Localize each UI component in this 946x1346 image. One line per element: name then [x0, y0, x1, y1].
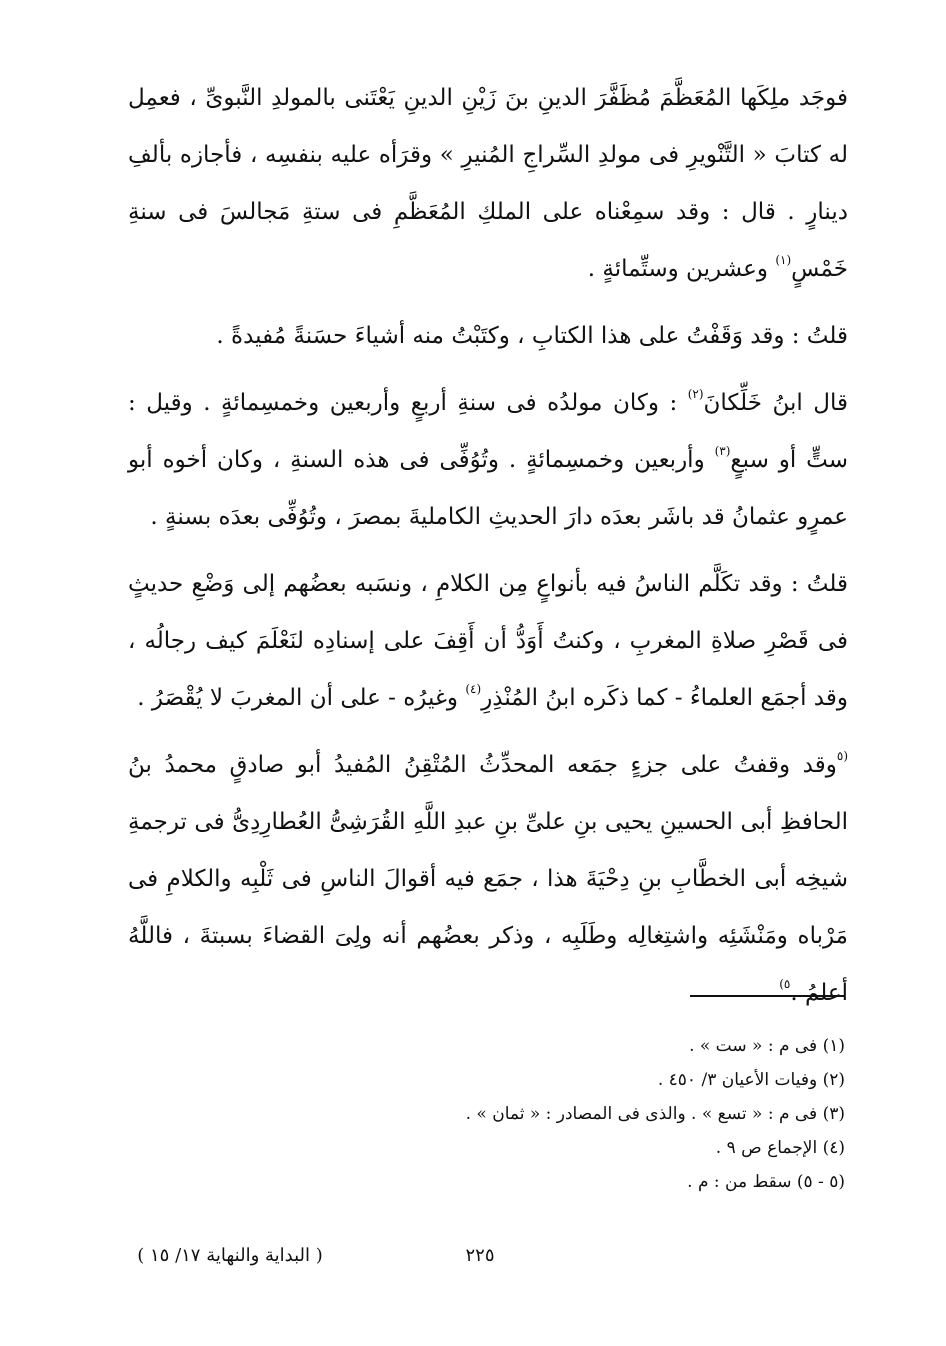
text-run: قال ابنُ خَلِّكانَ	[703, 390, 848, 416]
footnote-divider	[690, 995, 845, 997]
footnote-5: (٥ - ٥) سقط من : م .	[687, 1172, 845, 1192]
footnotes	[300, 1029, 845, 1199]
footnote-marker-3[interactable]: (٣)	[714, 444, 731, 458]
footnote-marker-2[interactable]: (٢)	[687, 387, 704, 401]
running-title: ( البداية والنهاية ١٧/ ١٥ )	[137, 1245, 323, 1266]
paragraph-4	[128, 556, 848, 727]
text-run: قلتُ : وقد وَقَفْتُ على هذا الكتابِ ، وكتَبْتُ منه أشياءَ حسَنةً مُفيدةً .	[216, 323, 848, 349]
paragraph-1	[128, 70, 848, 298]
footnote-1: (١) فى م : « ست » .	[689, 1036, 845, 1056]
footnote-marker-1[interactable]: (١)	[775, 253, 792, 267]
paragraph-5	[128, 737, 848, 1022]
paragraph-2	[128, 308, 848, 365]
text-run: وأربعين وخمسِمائةٍ . وتُوُفِّى فى هذه السنةِ ، وكان أخوه أبو عمرٍو عثمانُ قد باشَر بعدَه دارَ الحديثِ الكامليةَ بمصرَ ، وتُوُفِّى بعدَه بسنةٍ .	[128, 447, 848, 530]
footnote-marker-4[interactable]: (٤)	[465, 682, 482, 696]
page-footer	[0, 1245, 946, 1275]
text-run: قلتُ : وقد تكَلَّم الناسُ فيه بأنواعٍ مِن الكلامِ ، ونسَبه بعضُهم إلى وَضْعِ حديثٍ فى قَصْرِ صلاةِ المغربِ ، وكنتُ أَوَدُّ أن أَقِفَ على إسنادِه لنَعْلَمَ كيف رجالُه ، وقد أجمَع العلماءُ - كما ذكَره ابنُ المُنْذِرِ	[128, 571, 848, 711]
text-run: : وكان مولدُه فى سنةِ أربعٍ وأربعين وخمسِمائةٍ . وقيل : ستٍّ أو سبعٍ	[128, 390, 848, 473]
footnote-marker-5-close[interactable]: ٥)	[779, 977, 791, 991]
text-run: فوجَد ملِكَها المُعَظَّمَ مُظَفَّرَ الدينِ بنَ زَيْنِ الدينِ يَعْتَنى بالمولدِ النَّبوىِّ ، فعمِل له كتابَ « التَّنْويرِ فى مولدِ السِّراجِ المُنيرِ » وقرَأه عليه بنفسِه ، فأجازه بألفِ دينارٍ . قال : وقد سمِعْناه على الملكِ المُعَظَّمِ فى ستةِ مَجالسَ فى سنةِ خَمْسٍ	[128, 85, 848, 282]
footnote-marker-5-open[interactable]: (٥	[836, 749, 848, 763]
text-run: وعشرين وستِّمائةٍ .	[587, 256, 776, 282]
main-text	[128, 70, 848, 1032]
text-run: وقد وقفتُ على جزءٍ جمَعه المحدِّثُ المُتْقِنُ المُفيدُ أبو صادقٍ محمدُ بنُ الحافظِ أبى الحسينِ يحيى بنِ علىِّ بنِ عبدِ اللَّهِ القُرَشِىُّ العُطارِدِىُّ فى ترجمةِ شيخِه أبى الخطَّابِ بنِ دِحْيَةَ هذا ، جمَع فيه أقوالَ الناسِ فى ثَلْبِه والكلامِ فى مَرْباه ومَنْشَئِه واشتِغالِه وطَلَبِه ، وذكر بعضُهم أنه ولِىَ القضاءَ بسبتةَ ، فاللَّهُ أعلمُ .	[128, 752, 848, 1006]
page-number: ٢٢٥	[465, 1245, 495, 1266]
paragraph-3	[128, 375, 848, 546]
footnote-3: (٣) فى م : « تسع » . والذى فى المصادر : « ثمان » .	[465, 1104, 845, 1124]
footnote-2: (٢) وفيات الأعيان ٣/ ٤٥٠ .	[657, 1070, 845, 1090]
footnote-4: (٤) الإجماع ص ٩ .	[715, 1138, 845, 1158]
text-run: وغيرُه - على أن المغربَ لا يُقْصَرُ .	[137, 685, 466, 711]
